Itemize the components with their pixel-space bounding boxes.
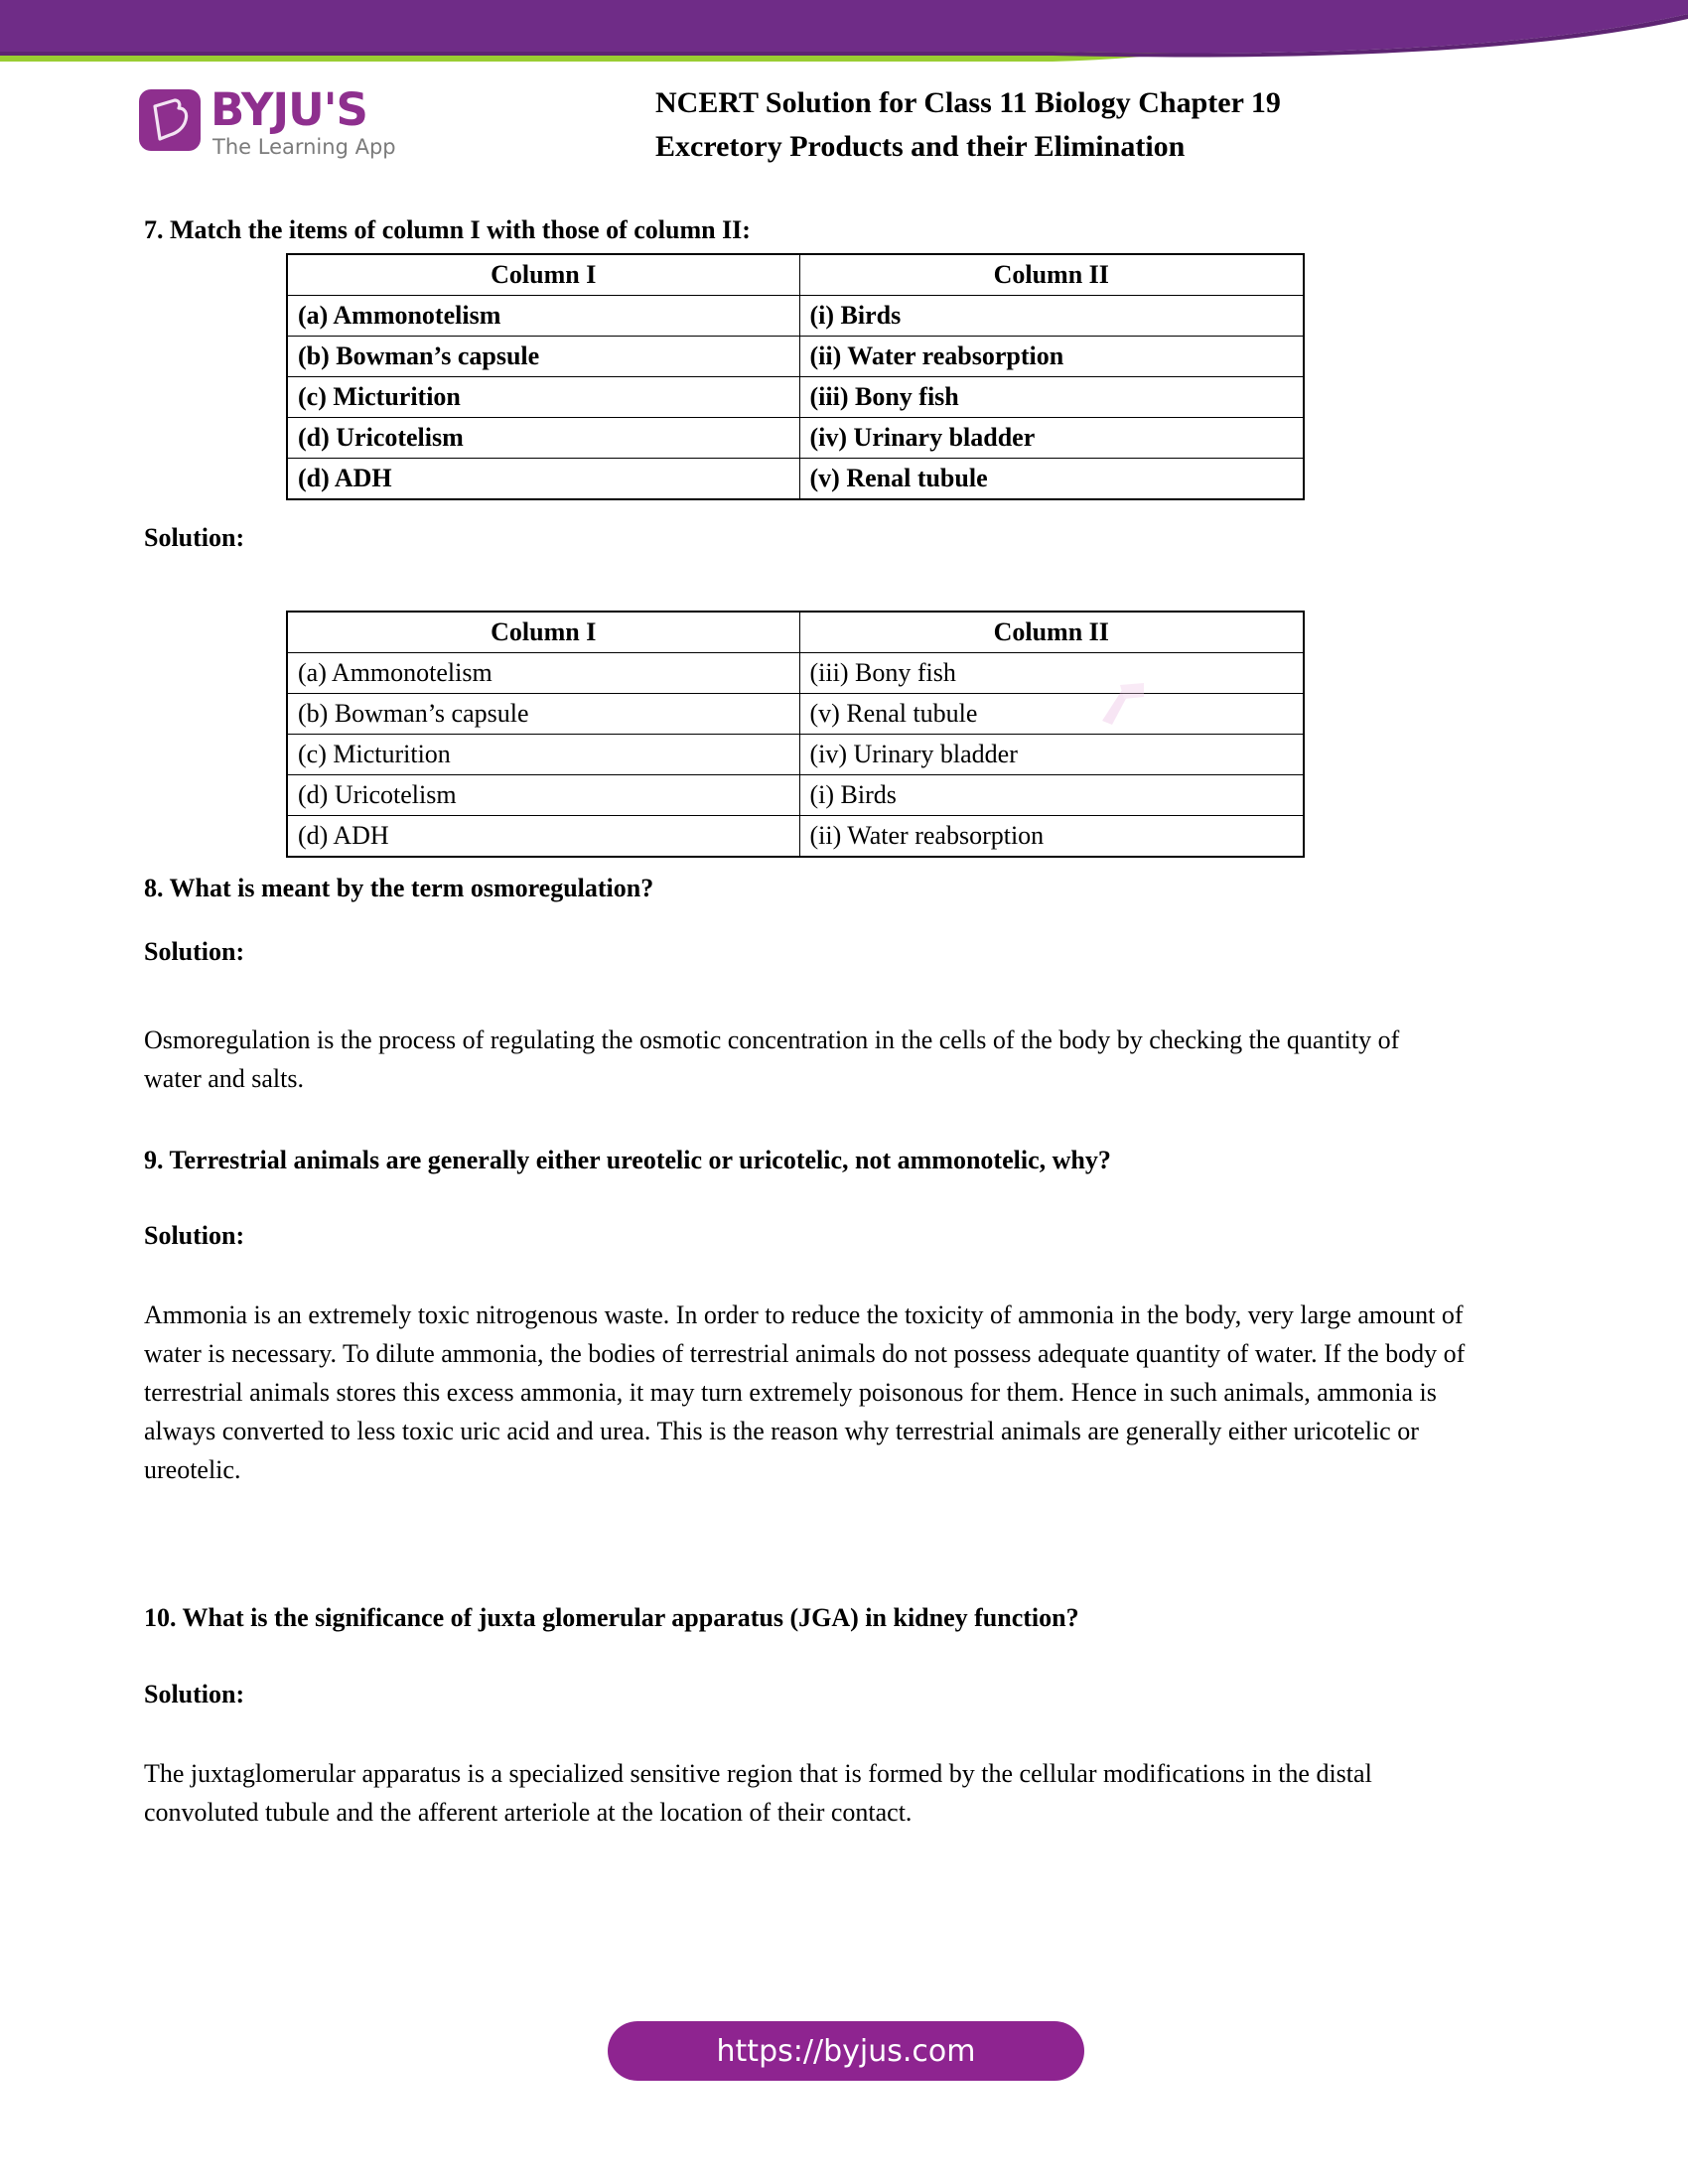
table-row	[287, 337, 1304, 377]
question-9-heading: 9. Terrestrial animals are generally either ureotelic or uricotelic, not ammonotelic, why?	[144, 1146, 1111, 1174]
table-row	[287, 377, 1304, 418]
solution-label: Solution:	[144, 523, 245, 552]
question-10-answer: The juxtaglomerular apparatus is a specialized sensitive region that is formed by the cellular modifications in the distal convoluted tubule and the afferent arteriole at the location of their contact.	[144, 1759, 1372, 1827]
question-10-solution-label-wrapper	[144, 1678, 1554, 1711]
table-cell: (d) ADH	[287, 459, 799, 500]
table-row	[287, 418, 1304, 459]
table-cell: (iv) Urinary bladder	[799, 735, 1304, 775]
table-header-cell: Column I	[287, 254, 799, 296]
table-header-row	[287, 254, 1304, 296]
solution-label: Solution:	[144, 937, 245, 966]
question-8-answer-wrapper	[144, 1021, 1430, 1098]
question-8-block	[144, 872, 1554, 905]
table-row	[287, 296, 1304, 337]
table-header-cell: Column I	[287, 612, 799, 653]
table-cell: (b) Bowman’s capsule	[287, 694, 799, 735]
table-cell: (d) Uricotelism	[287, 775, 799, 816]
question-7-solution-label-wrapper	[144, 521, 244, 555]
document-title-line1: NCERT Solution for Class 11 Biology Chapter 19	[655, 86, 1281, 119]
table-row	[287, 735, 1304, 775]
question-8-answer: Osmoregulation is the process of regulating the osmotic concentration in the cells of the body by checking the quantity of water and salts.	[144, 1025, 1400, 1093]
question-9-block	[144, 1144, 1554, 1177]
table-cell: (c) Micturition	[287, 735, 799, 775]
document-body	[144, 213, 1554, 247]
table-header-cell: Column II	[799, 612, 1304, 653]
question-9-answer-wrapper	[144, 1296, 1484, 1489]
question-8-heading: 8. What is meant by the term osmoregulation?	[144, 874, 654, 902]
question-7-solution-table	[286, 611, 1305, 858]
page-header-banner	[0, 0, 1688, 69]
solution-label: Solution:	[144, 1221, 245, 1250]
byjus-tagline: The Learning App	[212, 135, 396, 159]
byjus-url-label: https://byjus.com	[716, 2033, 976, 2069]
table-row	[287, 694, 1304, 735]
table-cell: (a) Ammonotelism	[287, 296, 799, 337]
table-cell: (iii) Bony fish	[799, 377, 1304, 418]
question-7-match-table-wrapper	[286, 253, 1305, 500]
byjus-wordmark: BYJU'S	[211, 83, 367, 136]
table-cell: (v) Renal tubule	[799, 459, 1304, 500]
table-cell: (d) ADH	[287, 816, 799, 858]
byjus-b-icon	[139, 89, 201, 151]
table-cell: (a) Ammonotelism	[287, 653, 799, 694]
question-10-answer-wrapper	[144, 1754, 1484, 1832]
question-7-match-table	[286, 253, 1305, 500]
table-cell: (iii) Bony fish	[799, 653, 1304, 694]
table-row	[287, 816, 1304, 858]
document-title-line2: Excretory Products and their Elimination	[655, 130, 1186, 163]
question-7-heading: 7. Match the items of column I with those of column II:	[144, 215, 751, 244]
table-row	[287, 653, 1304, 694]
table-row	[287, 459, 1304, 500]
question-7-solution-table-wrapper	[286, 611, 1305, 858]
table-row	[287, 775, 1304, 816]
question-8-solution-label-wrapper	[144, 935, 1554, 969]
byjus-url-button[interactable]	[608, 2021, 1084, 2081]
table-header-row	[287, 612, 1304, 653]
solution-label: Solution:	[144, 1680, 245, 1708]
table-cell: (ii) Water reabsorption	[799, 816, 1304, 858]
table-cell: (c) Micturition	[287, 377, 799, 418]
question-9-solution-label-wrapper	[144, 1219, 1554, 1253]
table-cell: (v) Renal tubule	[799, 694, 1304, 735]
table-header-cell: Column II	[799, 254, 1304, 296]
byjus-logo	[139, 83, 437, 169]
table-cell: (i) Birds	[799, 296, 1304, 337]
table-cell: (ii) Water reabsorption	[799, 337, 1304, 377]
header-purple-swoosh	[0, 0, 1688, 53]
table-cell: (b) Bowman’s capsule	[287, 337, 799, 377]
table-cell: (i) Birds	[799, 775, 1304, 816]
question-10-heading: 10. What is the significance of juxta glomerular apparatus (JGA) in kidney function?	[144, 1603, 1079, 1632]
table-cell: (d) Uricotelism	[287, 418, 799, 459]
question-10-block	[144, 1601, 1554, 1635]
question-9-answer: Ammonia is an extremely toxic nitrogenous waste. In order to reduce the toxicity of ammonia in the body, very large amount of water is necessary. To dilute ammonia, the bodies of terrestrial animals do not possess adequate quantity of water. If the body of terrestrial animals stores this excess ammonia, it may turn extremely poisonous for them. Hence in such animals, ammonia is always converted to less toxic uric acid and urea. This is the reason why terrestrial animals are generally either uricotelic or ureotelic.	[144, 1300, 1466, 1484]
document-title	[655, 81, 1509, 169]
table-cell: (iv) Urinary bladder	[799, 418, 1304, 459]
